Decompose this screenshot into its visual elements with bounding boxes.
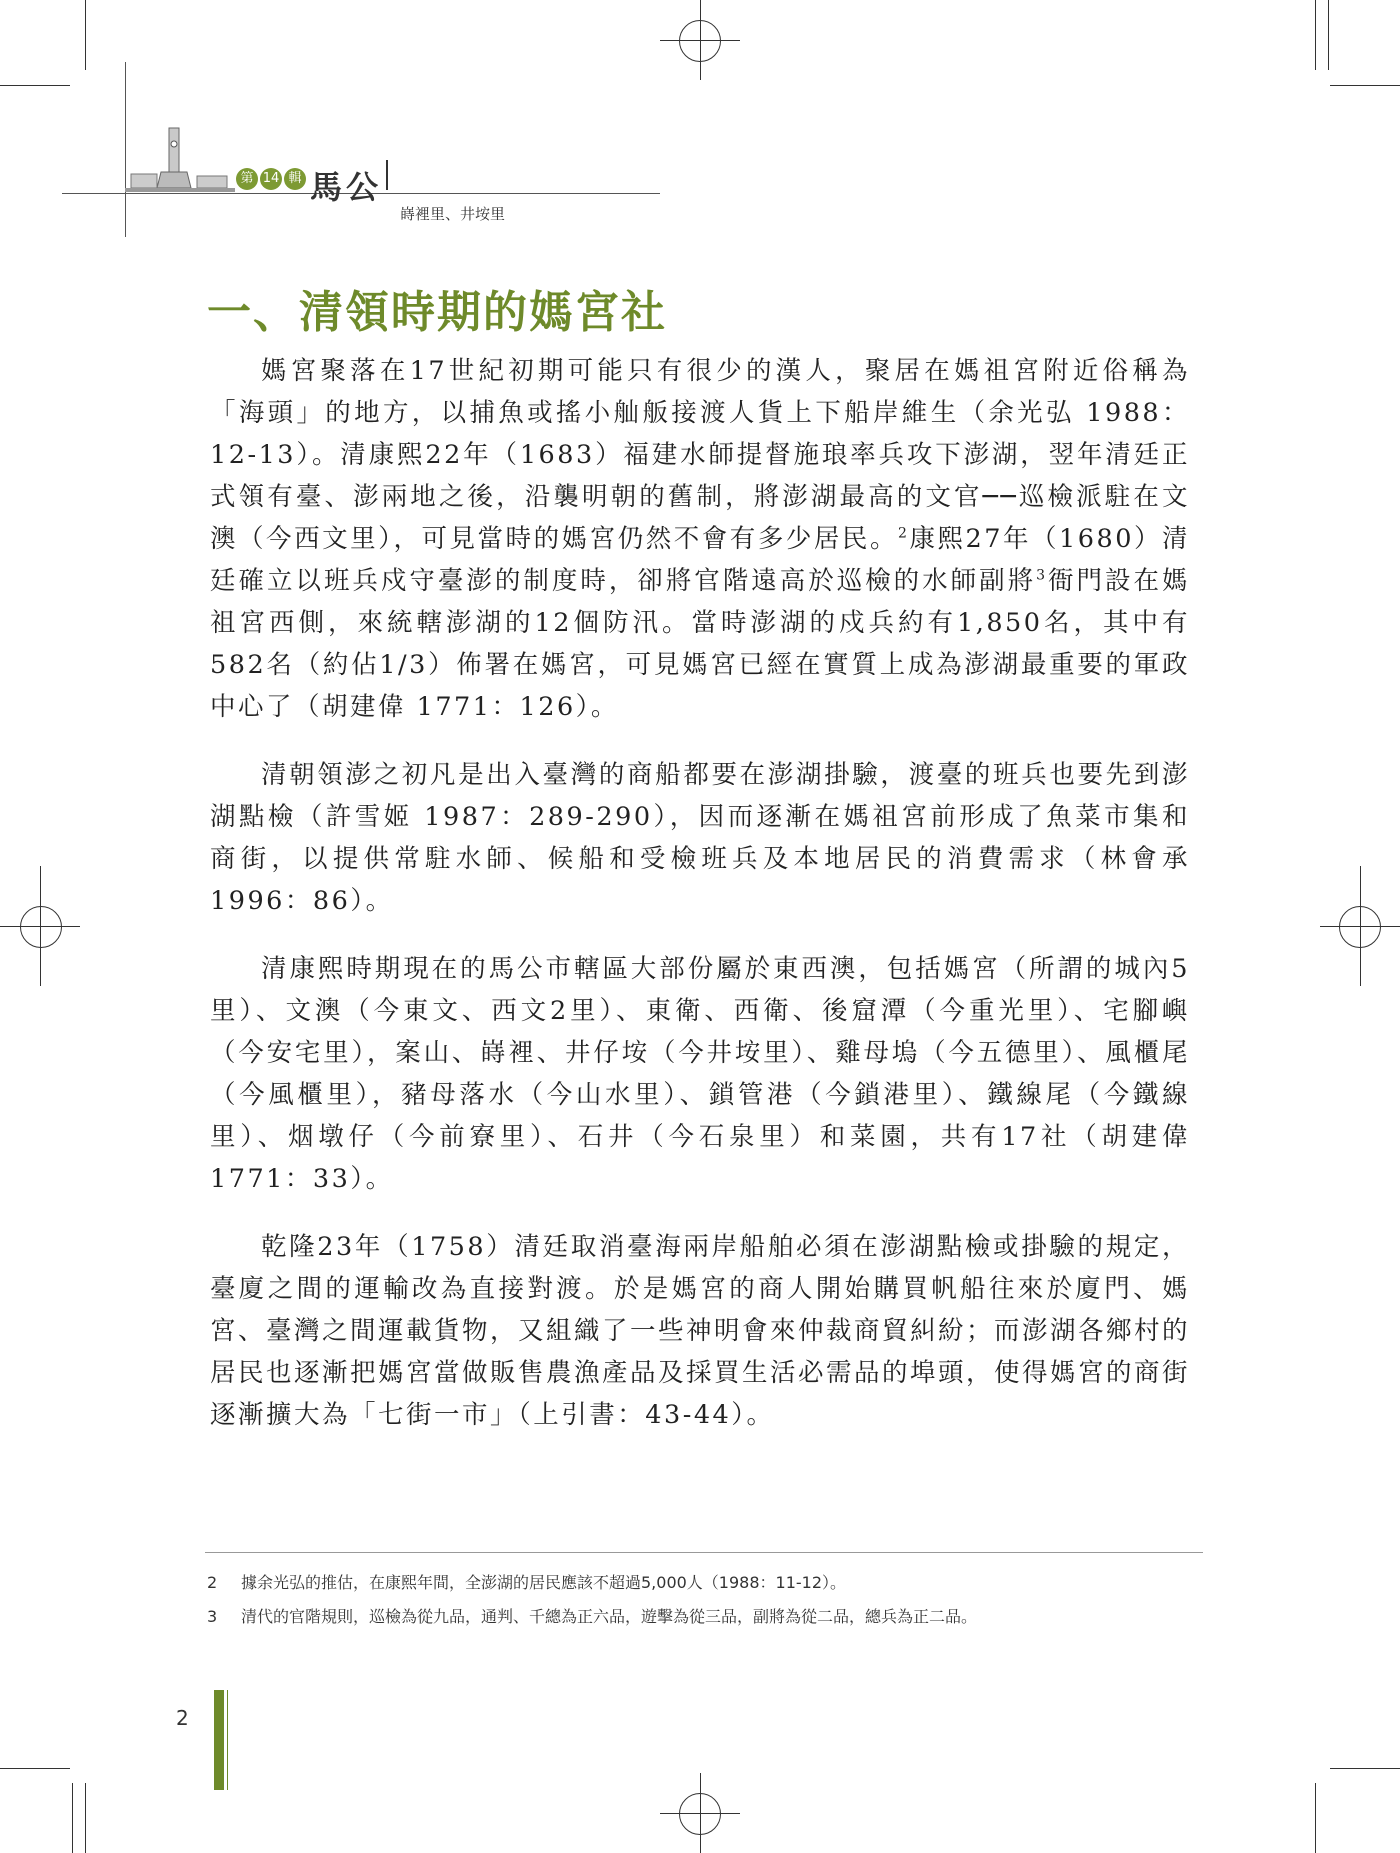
footnote-text: 據余光弘的推估，在康熙年間，全澎湖的居民應該不超過5,000人（1988：11-12）。 [241, 1573, 847, 1592]
header-illustration [125, 124, 235, 194]
registration-mark [20, 906, 62, 948]
page-accent-line [227, 1690, 228, 1790]
series-suffix: 輯 [284, 168, 306, 190]
paragraph [210, 350, 1190, 728]
paragraph-text: 媽宮聚落在17世紀初期可能只有很少的漢人，聚居在媽祖宮附近俗稱為「海頭」的地方，以捕魚或搖小舢舨接渡人貨上下船岸維生（余光弘 1988：12-13）。清康熙22年（1683）福建水師提督施琅率兵攻下澎湖，翌年清廷正式領有臺、澎兩地之後，沿襲明朝的舊制，將澎湖最高的文官──巡檢派駐在文澳（今西文里），可見當時的媽宮仍然不會有多少居民。 [210, 356, 1190, 554]
series-prefix: 第 [236, 168, 258, 190]
footnote-rule [205, 1552, 1203, 1553]
footnote-ref[interactable]: 3 [1036, 567, 1048, 584]
series-badge [236, 168, 306, 190]
paragraph: 清康熙時期現在的馬公市轄區大部份屬於東西澳，包括媽宮（所謂的城內5里）、文澳（今東文、西文2里）、東衛、西衛、後窟潭（今重光里）、宅腳嶼（今安宅里），案山、嵵裡、井仔垵（今井垵里）、雞母塢（今五德里）、風櫃尾（今風櫃里），豬母落水（今山水里）、鎖管港（今鎖港里）、鐵線尾（今鐵線里）、烟墩仔（今前寮里）、石井（今石泉里）和菜園，共有17社（胡建偉 1771：33）。 [210, 954, 1190, 1194]
crop-mark [1315, 1783, 1316, 1853]
crop-mark [1315, 0, 1316, 70]
crop-mark [1330, 1768, 1400, 1769]
crop-mark [85, 1783, 86, 1853]
chapter-subtitle: 嵵裡里、井垵里 [400, 205, 506, 223]
registration-mark [660, 40, 740, 41]
registration-mark [1320, 926, 1400, 927]
paragraph: 乾隆23年（1758）清廷取消臺海兩岸船舶必須在澎湖點檢或掛驗的規定，臺廈之間的運輸改為直接對渡。於是媽宮的商人開始購買帆船往來於廈門、媽宮、臺灣之間運載貨物，又組織了一些神明會來仲裁商貿糾紛；而澎湖各鄉村的居民也逐漸把媽宮當做販售農漁產品及採買生活必需品的埠頭，使得媽宮的商街逐漸擴大為「七街一市」（上引書：43-44）。 [210, 1232, 1191, 1430]
crop-mark [72, 1783, 73, 1853]
book-title: 馬公 [310, 168, 383, 206]
footnote [207, 1600, 1207, 1634]
footnote-number: 2 [207, 1573, 218, 1592]
page-accent-bar [214, 1690, 224, 1790]
body-text [210, 350, 1190, 1462]
crop-mark [0, 85, 70, 86]
paragraph-text: 衙門設在媽祖宮西側，來統轄澎湖的12個防汛。當時澎湖的戍兵約有1,850名，其中有582名（約佔1/3）佈署在媽宮，可見媽宮已經在實質上成為澎湖最重要的軍政中心了（胡建偉 1771：126）。 [210, 566, 1190, 722]
paragraph: 清朝領澎之初凡是出入臺灣的商船都要在澎湖掛驗，渡臺的班兵也要先到澎湖點檢（許雪姬 1987：289-290），因而逐漸在媽祖宮前形成了魚菜市集和商街，以提供常駐水師、候船和受檢班兵及本地居民的消費需求（林會承 1996：86）。 [210, 760, 1190, 916]
footnotes [207, 1566, 1207, 1634]
footnote-text: 清代的官階規則，巡檢為從九品，通判、千總為正六品，遊擊為從三品，副將為從二品，總兵為正二品。 [241, 1607, 978, 1626]
registration-mark [660, 1813, 740, 1814]
section-title: 一、清領時期的媽宮社 [207, 287, 667, 338]
footnote-number: 3 [207, 1607, 218, 1626]
footnote [207, 1566, 1207, 1600]
registration-mark [0, 926, 80, 927]
footnote-ref[interactable]: 2 [898, 525, 910, 542]
crop-mark [1330, 85, 1400, 86]
crop-mark [1328, 0, 1329, 70]
series-number: 14 [260, 168, 282, 190]
crop-mark [85, 0, 86, 70]
title-divider [386, 160, 388, 190]
page-number: 2 [176, 1706, 189, 1730]
paragraph-text: 康熙27年（1680）清廷確立以班兵戍守臺澎的制度時，卻將官階遠高於巡檢的水師副將 [210, 524, 1191, 596]
crop-mark [0, 1768, 70, 1769]
